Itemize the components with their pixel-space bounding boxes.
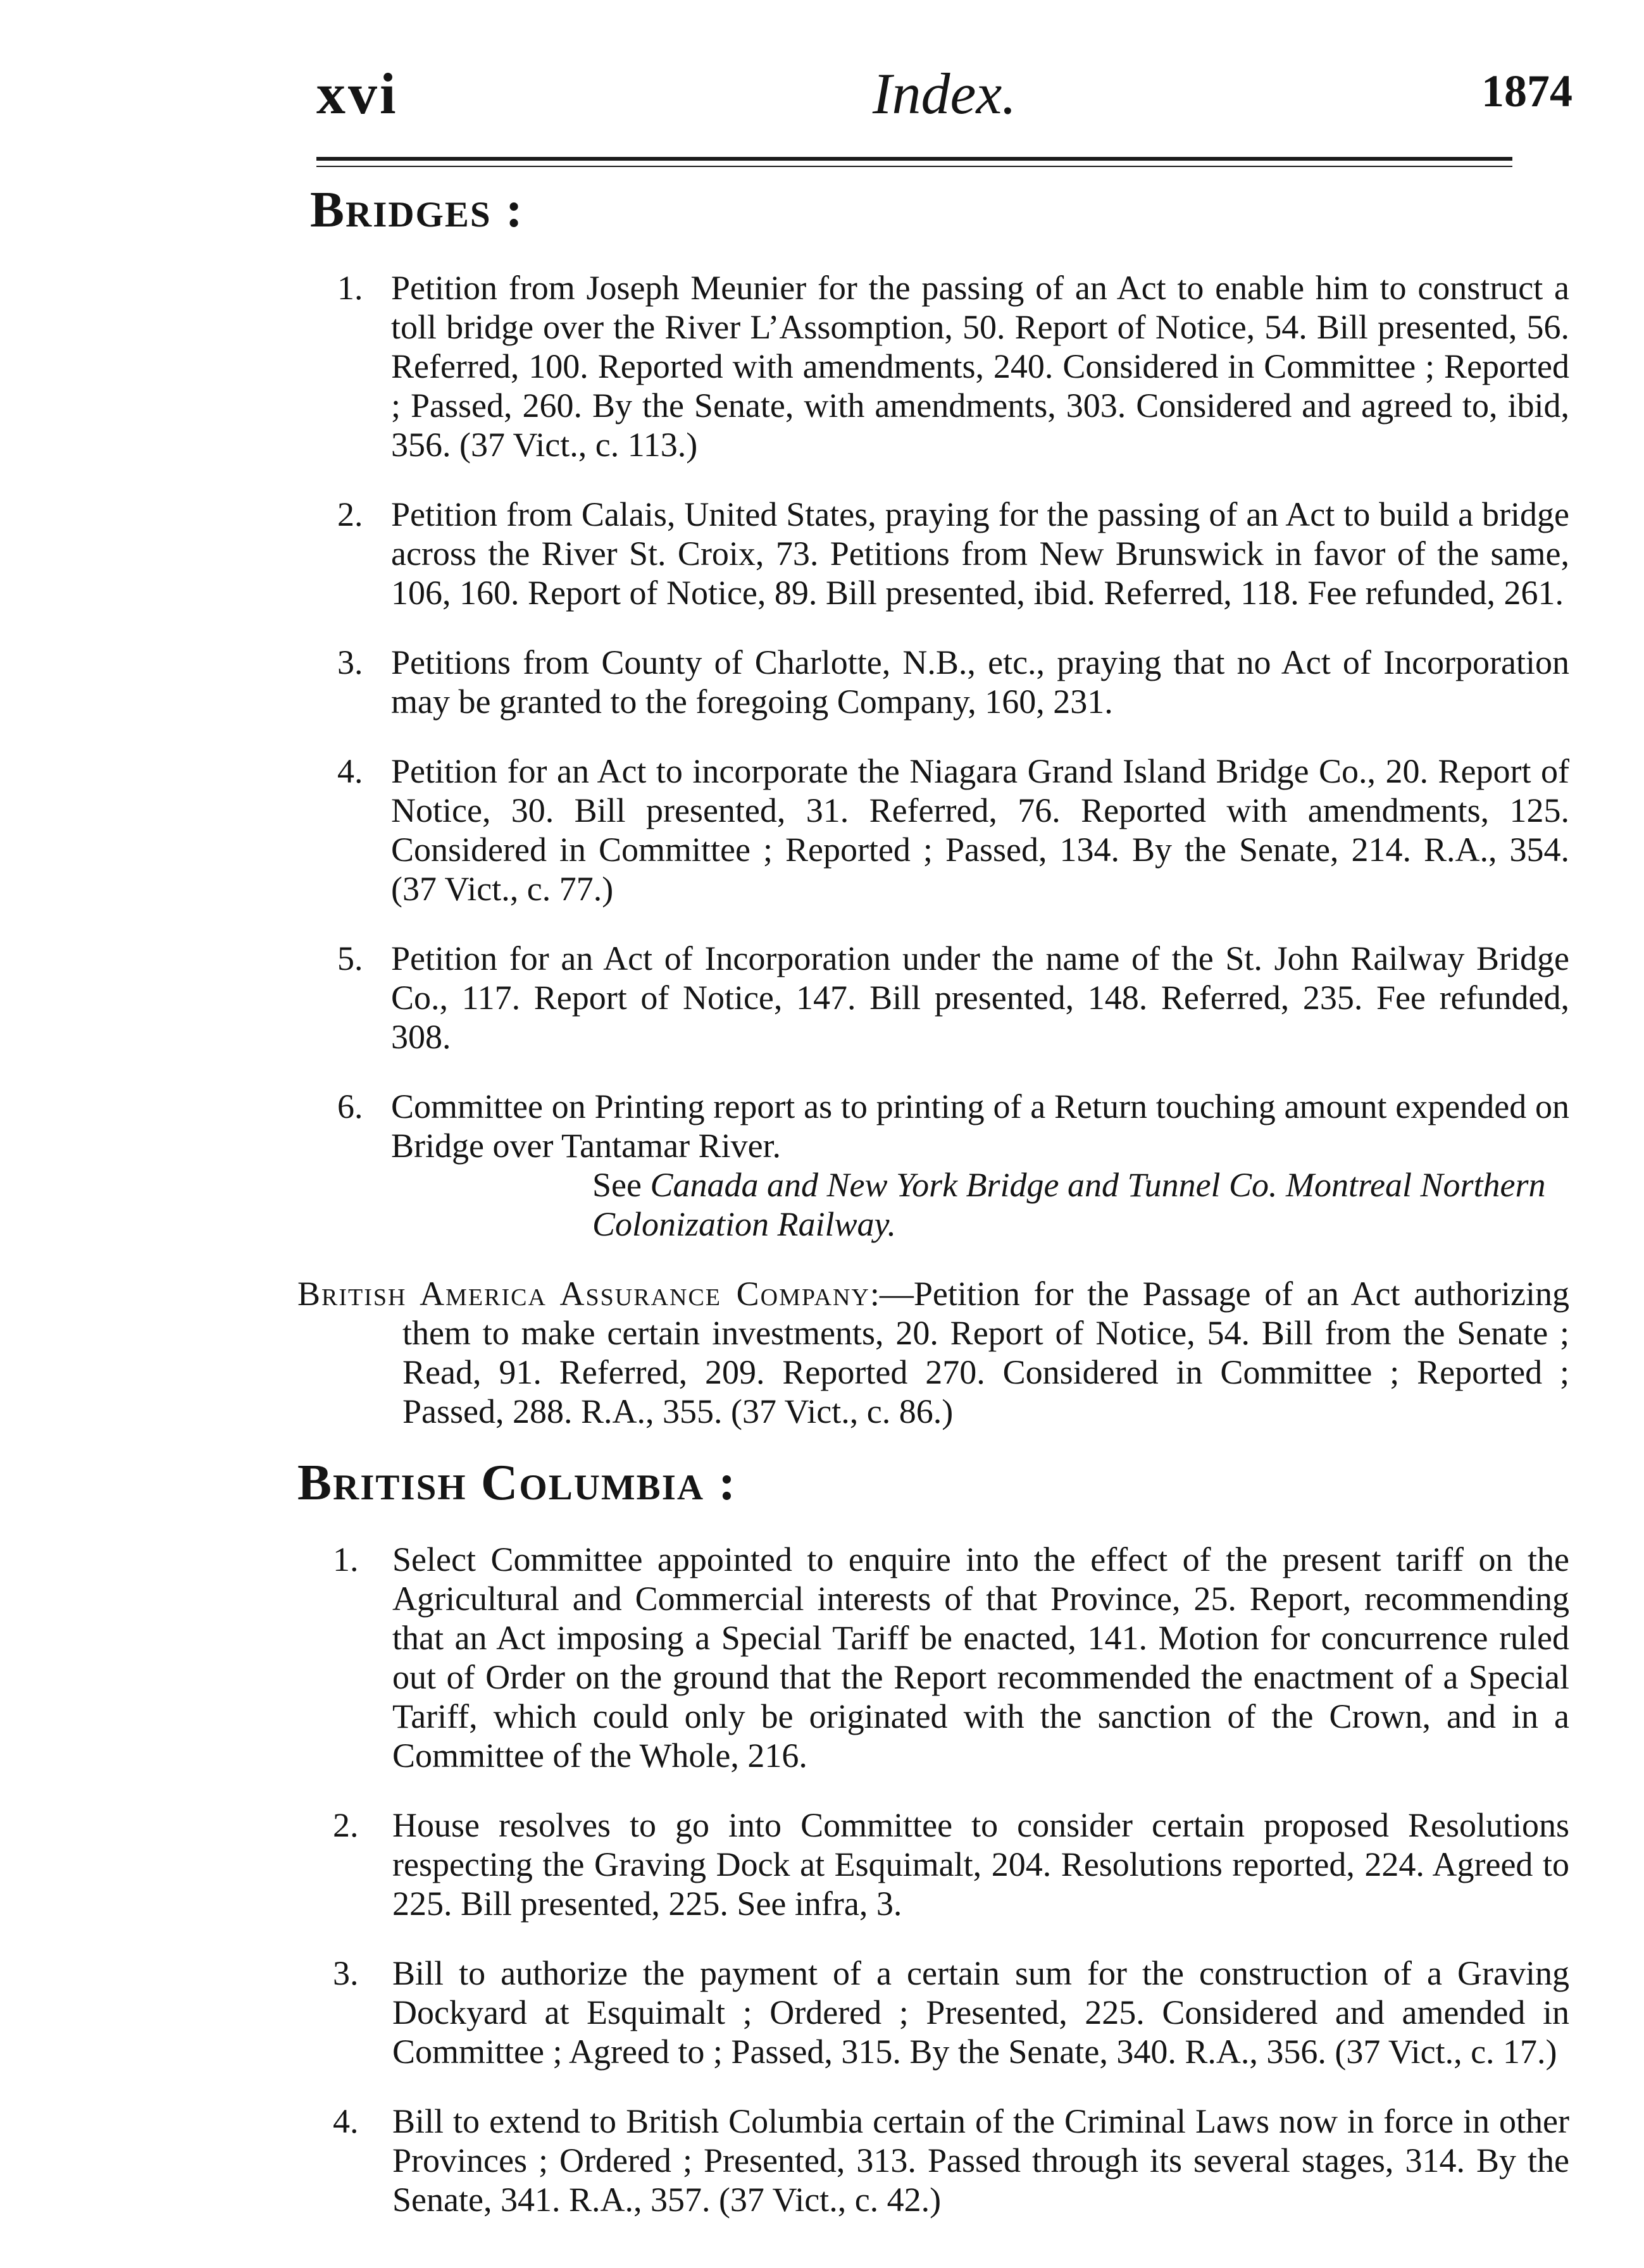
british-columbia-section [297,1454,1569,2219]
british-columbia-entry-4 [297,2102,1569,2219]
entry-number: 3. [337,643,363,681]
entry-text: Petition for an Act of Incorporation under the name of the St. John Railway Bridge Co., 117. Report of Notice, 147. Bill presented, 148. Referred, 235. Fee refunded, 308. [391,939,1569,1056]
company-entry-text: :—Petition for the Passage of an Act authorizing them to make certain investments, 20. Report of Notice, 54. Bill from the Senate ; Read, 91. Referred, 209. Reported 270. Considered in Committee ; Reported ; Passed, 288. R.A., 355. (37 Vict., c. 86.) [402,1275,1569,1430]
bridges-entry-1 [297,268,1569,464]
entry-text: House resolves to go into Committee to consider certain proposed Resolutions respecting the Graving Dock at Esquimalt, 204. Resolutions reported, 224. Agreed to 225. Bill presented, 225. See infra, 3. [392,1806,1569,1923]
british-columbia-entry-3 [297,1954,1569,2071]
entry-number: 2. [337,495,363,533]
year-label: 1874 [1481,66,1572,116]
entry-text: Bill to extend to British Columbia certain of the Criminal Laws now in force in other Provinces ; Ordered ; Presented, 313. Passed through its several stages, 314. By the Senate, 341. R.A., 357. (37 Vict., c. 42.) [392,2102,1569,2219]
page-header [316,60,1572,130]
entry-number: 1. [333,1540,359,1578]
bridges-entry-5 [297,939,1569,1057]
index-content [297,181,1569,2250]
header-rule-thin [316,166,1512,167]
british-columbia-heading: British Columbia : [297,1454,737,1511]
see-also-reference [592,1165,1569,1244]
entry-number: 6. [337,1088,363,1125]
bridges-entry-2 [297,495,1569,612]
british-columbia-entry-1 [297,1540,1569,1775]
bridges-entry-4 [297,752,1569,908]
entry-text: Bill to authorize the payment of a certain sum for the construction of a Graving Dockyard at Esquimalt ; Ordered ; Presented, 225. Considered and amended in Committee ; Agreed to ; Passed, 315. By the Senate, 340. R.A., 356. (37 Vict., c. 17.) [392,1954,1569,2071]
entry-number: 4. [337,752,363,790]
entry-text: Petition from Joseph Meunier for the passing of an Act to enable him to construct a toll bridge over the River L’Assomption, 50. Report of Notice, 54. Bill presented, 56. Referred, 100. Reported with amendments, 240. Considered in Committee ; Reported ; Passed, 260. By the Senate, with amendments, 303. Considered and agreed to, ibid, 356. (37 Vict., c. 113.) [391,269,1569,464]
header-rule-thick [316,157,1512,161]
running-title: Index. [872,61,1017,126]
entry-text: Petition from Calais, United States, praying for the passing of an Act to build a bridge across the River St. Croix, 73. Petitions from New Brunswick in favor of the same, 106, 160. Report of Notice, 89. Bill presented, ibid. Referred, 118. Fee refunded, 261. [391,495,1569,612]
british-america-assurance-entry [297,1274,1569,1431]
entry-number: 4. [333,2102,359,2140]
see-prefix: See [592,1166,642,1204]
bridges-entry-6 [297,1087,1569,1244]
entry-number: 1. [337,269,363,307]
entry-number: 2. [333,1806,359,1844]
entry-text: Petitions from County of Charlotte, N.B., etc., praying that no Act of Incorporation may be granted to the foregoing Company, 160, 231. [391,643,1569,721]
bridges-heading: Bridges : [310,181,524,238]
entry-text: Select Committee appointed to enquire into the effect of the present tariff on the Agricultural and Commercial interests of that Province, 25. Report, recommending that an Act imposing a Special Tariff be enacted, 141. Motion for concurrence ruled out of Order on the ground that the Report recommended the enactment of a Special Tariff, which could only be originated with the sanction of the Crown, and in a Committee of the Whole, 216. [392,1540,1569,1775]
see-reference-text: Canada and New York Bridge and Tunnel Co. Montreal Northern Colonization Railway. [592,1166,1546,1243]
entry-number: 3. [333,1954,359,1992]
bridges-section [297,181,1569,1244]
bridges-entry-3 [297,643,1569,721]
british-columbia-entry-2 [297,1806,1569,1923]
entry-text: Petition for an Act to incorporate the Niagara Grand Island Bridge Co., 20. Report of Notice, 30. Bill presented, 31. Referred, 76. Reported with amendments, 125. Considered in Committee ; Reported ; Passed, 134. By the Senate, 214. R.A., 354. (37 Vict., c. 77.) [391,752,1569,908]
entry-number: 5. [337,939,363,977]
company-name: British America Assurance Company [297,1275,870,1313]
entry-text: Committee on Printing report as to printing of a Return touching amount expended on Bridge over Tantamar River. [391,1088,1569,1165]
page-number: xvi [316,61,399,126]
